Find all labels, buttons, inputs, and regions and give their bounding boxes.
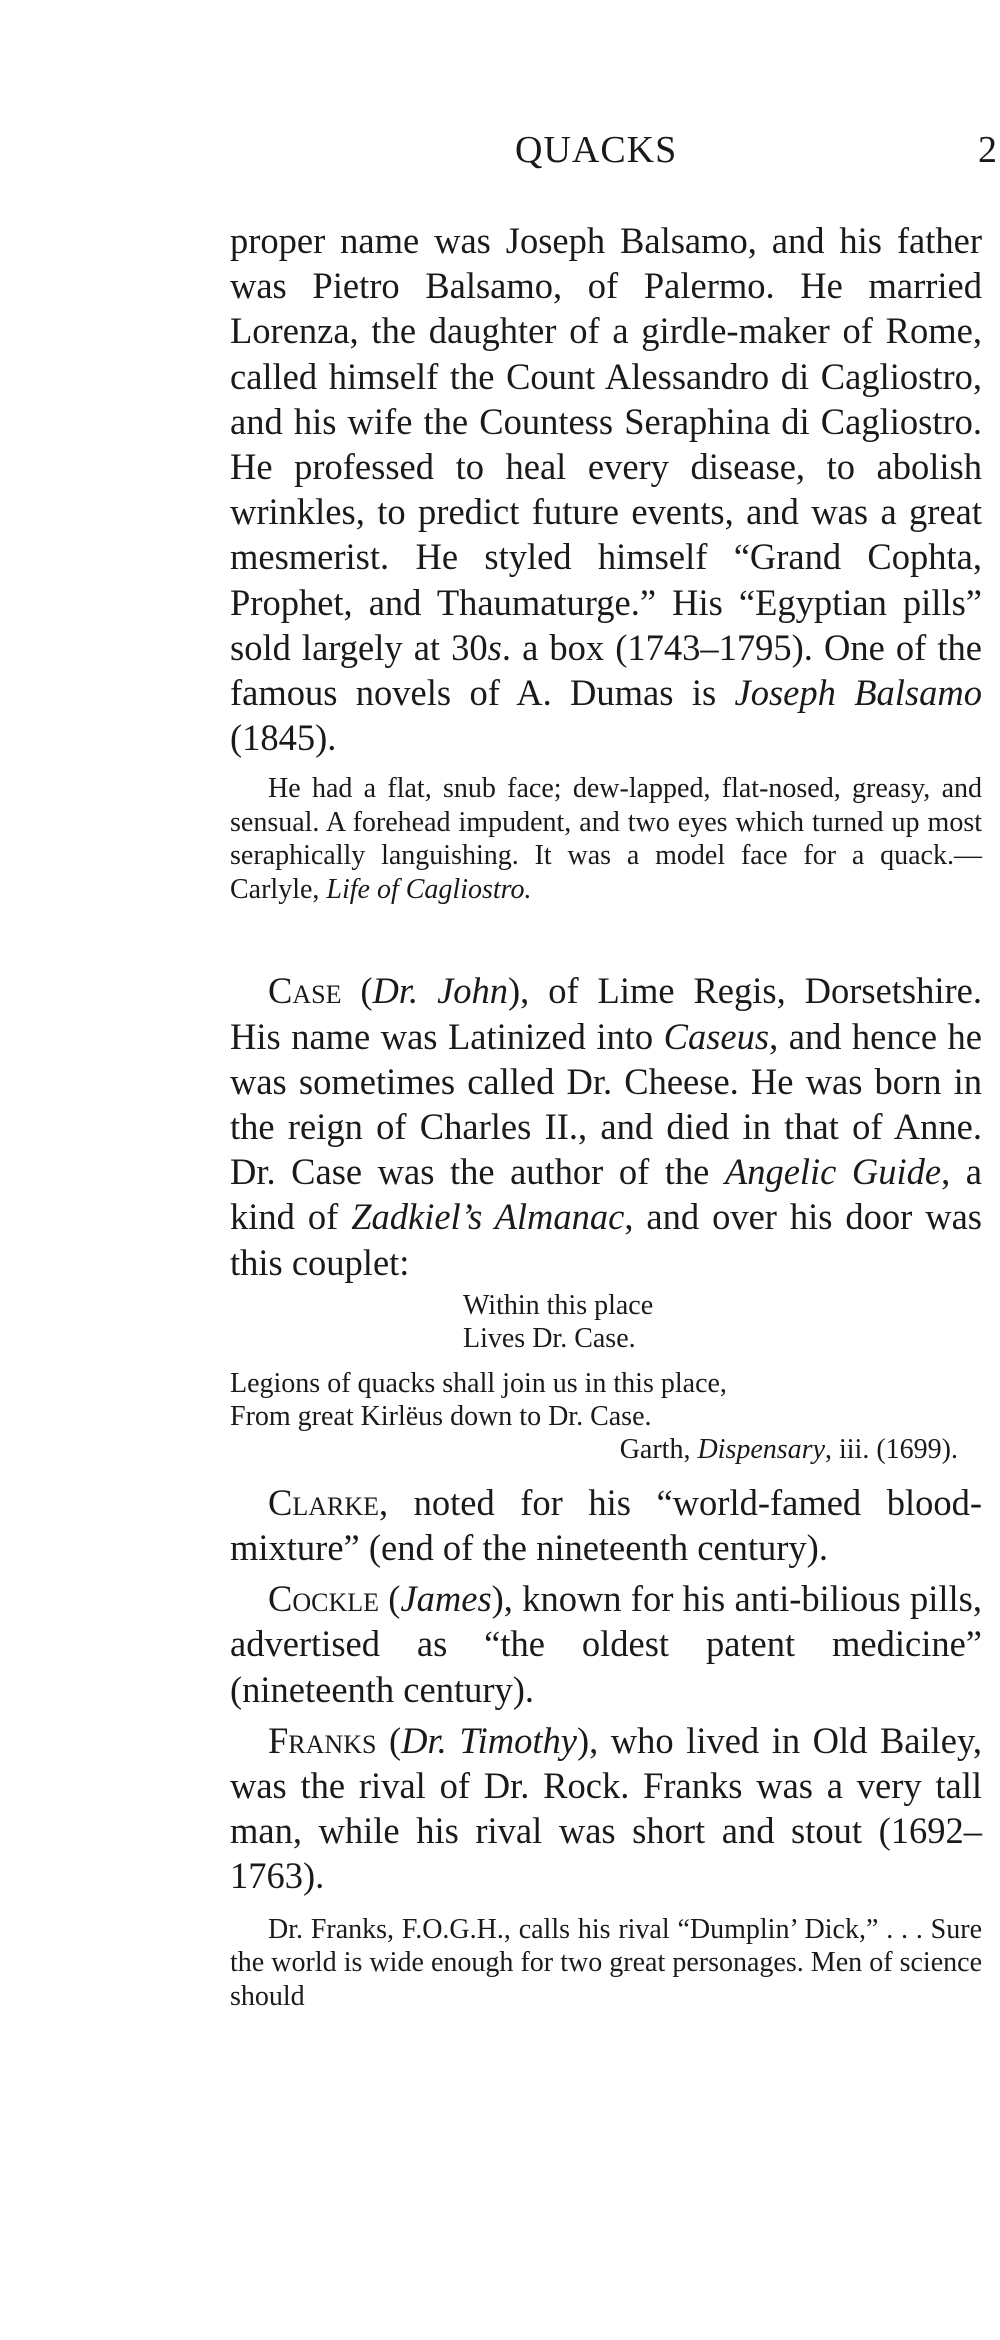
couplet-line-1: Within this place [463, 1289, 654, 1321]
price-unit: s [487, 626, 502, 668]
cockle-paren: ( [379, 1578, 401, 1620]
almanac-title: Zadkiel’s Almanac [351, 1196, 625, 1238]
carlyle-quote [230, 772, 982, 906]
cagliostro-body-mid: . a box (1743–1795). One of the famous novels of A. Dumas is [230, 626, 982, 714]
cagliostro-paragraph [230, 218, 982, 760]
case-paren: ( [341, 970, 373, 1012]
running-head [0, 128, 1000, 178]
cagliostro-body-start: proper name was Joseph Balsamo, and his father was Pietro Balsamo, of Palermo. He married Lorenza, the daughter of a girdle-maker of Rome, called himself the Count Alessandro di Cagliostro, and his wife the Countess Seraphina di Cagliostro. He professed to heal every disease, to abolish wrinkles, to predict future events, and was a great mesmerist. He styled himself “Grand Cophta, Prophet, and Thaumaturge.” His “Egyptian pills” sold largely at 30 [230, 220, 982, 668]
book-title: Angelic Guide [724, 1151, 942, 1193]
cockle-paragraph [230, 1576, 982, 1712]
clarke-headword: Clarke [268, 1481, 380, 1523]
page-title: QUACKS [515, 129, 678, 171]
franks-given-name: Dr. Timothy [401, 1719, 577, 1761]
clarke-body: , noted for his “world-famed blood-mixture” (end of the nineteenth century). [230, 1481, 982, 1569]
cagliostro-body-end: (1845). [230, 717, 337, 759]
clarke-paragraph [230, 1480, 982, 1570]
page-number: 2 [978, 129, 997, 171]
carlyle-quote-text: He had a flat, snub face; dew-lapped, flat-nosed, greasy, and sensual. A forehead impudent, and two eyes which turned up most seraphically languishing. It was a model face for a quack.—Carlyle, [230, 773, 982, 905]
franks-paragraph [230, 1718, 982, 1899]
attribution-ref: , iii. (1699). [825, 1433, 958, 1465]
cockle-headword: Cockle [268, 1578, 380, 1620]
case-paragraph [230, 968, 982, 1284]
cockle-given-name: James [400, 1578, 492, 1620]
novel-title: Joseph Balsamo [734, 672, 982, 714]
case-body-end: , and over his door was this couplet: [230, 1196, 983, 1283]
case-body-start: ), of Lime Regis, Dorsetshire. His name was Latinized into [230, 970, 982, 1057]
latin-name: Caseus [663, 1015, 770, 1057]
garth-verse [230, 1367, 982, 1466]
franks-headword: Franks [268, 1719, 377, 1761]
couplet-line-2: Lives Dr. Case. [463, 1322, 636, 1354]
page-content [230, 218, 982, 2013]
case-body-mid1: , and hence he was sometimes called Dr. Cheese. He was born in the reign of Charles II., and died in that of Anne. Dr. Case was the author of the [230, 1015, 982, 1193]
cockle-body: ), known for his anti-bilious pills, advertised as “the oldest patent medicine” (nineteenth century). [230, 1578, 983, 1710]
franks-body: ), who lived in Old Bailey, was the rival of Dr. Rock. Franks was a very tall man, while his rival was short and stout (1692–1763). [230, 1719, 982, 1897]
case-given-name: Dr. John [372, 970, 509, 1012]
verse-line-2: From great Kirlëus down to Dr. Case. [230, 1400, 652, 1432]
verse-line-1: Legions of quacks shall join us in this place, [230, 1367, 727, 1399]
attribution-author: Garth, [619, 1433, 698, 1465]
franks-paren: ( [376, 1719, 402, 1761]
carlyle-quote-work: Life of Cagliostro. [326, 873, 532, 905]
couplet [230, 1289, 982, 1355]
case-body-mid2: , a kind of [230, 1151, 982, 1238]
case-headword: Case [268, 970, 342, 1012]
verse-attribution [230, 1433, 982, 1466]
attribution-work: Dispensary [697, 1433, 825, 1465]
franks-quote: Dr. Franks, F.O.G.H., calls his rival “Dumplin’ Dick,” . . . Sure the world is wide enough for two great personages. Men of science should [230, 1913, 982, 2012]
